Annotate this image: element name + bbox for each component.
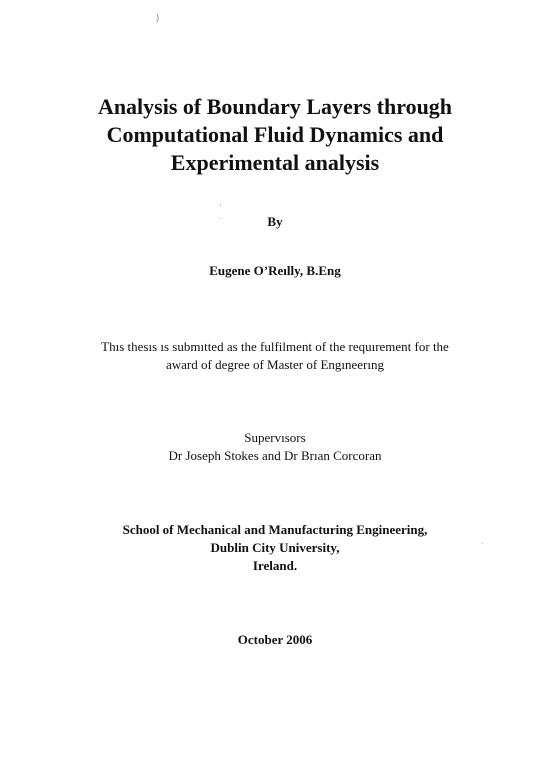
- submission-date: October 2006: [237, 632, 313, 647]
- thesis-title-line: Analysis of Boundary Layers through: [97, 94, 453, 119]
- supervisors-section: [0, 429, 550, 465]
- thesis-title: [0, 93, 550, 177]
- thesis-title-line: Experimental analysis: [170, 150, 380, 175]
- by-label: By: [267, 214, 283, 229]
- submission-line: award of degree of Master of Engıneerıng: [165, 357, 385, 372]
- scan-artifact-mark: .: [220, 213, 222, 221]
- institution-line: Ireland.: [252, 558, 298, 573]
- submission-line: Thıs thesıs ıs submıtted as the fulfilment of the requırement for the: [101, 339, 449, 354]
- institution-block: [0, 521, 550, 575]
- thesis-title-line: Computational Fluid Dynamics and: [106, 122, 444, 147]
- submission-statement: [0, 338, 550, 374]
- author-name: Eugene O’Reılly, B.Eng: [209, 263, 341, 278]
- institution-line: Dublin City University,: [210, 540, 340, 555]
- scan-artifact-mark: ·: [481, 540, 484, 548]
- scan-artifact-mark: ': [220, 203, 222, 211]
- supervisors-heading: Supervısors: [244, 430, 306, 445]
- scan-artifact-mark: ⟩: [156, 13, 160, 23]
- institution-line: School of Mechanical and Manufacturing Engineering,: [122, 522, 428, 537]
- supervisors-names: Dr Joseph Stokes and Dr Brıan Corcoran: [168, 448, 382, 463]
